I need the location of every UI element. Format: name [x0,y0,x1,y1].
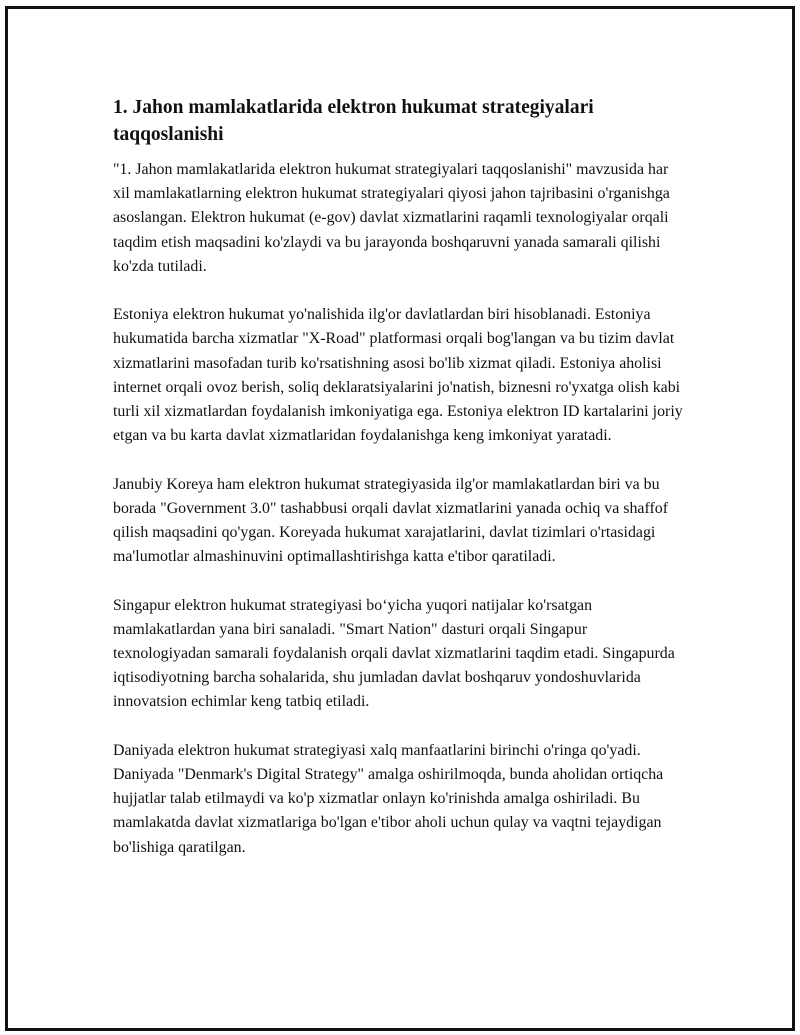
paragraph-denmark: Daniyada elektron hukumat strategiyasi xalq manfaatlarini birinchi o'ringa qo'yadi. Daniyada "Denmark's Digital Strategy" amalga oshirilmoqda, bunda aholidan ortiqcha hujjatlar talab etilmaydi va ko'p xizmatlar onlayn ko'rinishda amalga oshiriladi. Bu mamlakatda davlat xizmatlariga bo'lgan e'tibor aholi uchun qulay va vaqtni tejaydigan bo'lishiga qaratilgan. [113,741,664,856]
paragraph-estonia: Estoniya elektron hukumat yo'nalishida ilg'or davlatlardan biri hisoblanadi. Estoniya hukumatida barcha xizmatlar "X-Road" platformasi orqali bog'langan va bu tizim davlat xizmatlarini masofadan turib ko'rsatishning asosi bo'lib xizmat qiladi. Estoniya aholisi internet orqali ovoz berish, soliq deklaratsiyalarini jo'natish, biznesni ro'yxatga olish kabi turli xil xizmatlardan foydalanish imkoniyatiga ega. Estoniya elektron ID kartalarini joriy etgan va bu karta davlat xizmatlaridan foydalanishga keng imkoniyat yaratadi. [113,306,683,445]
paragraph-singapore: Singapur elektron hukumat strategiyasi bo‘yicha yuqori natijalar ko'rsatgan mamlakatlardan yana biri sanaladi. "Smart Nation" dasturi orqali Singapur texnologiyadan samarali foydalanish orqali davlat xizmatlarini taqdim etadi. Singapurda iqtisodiyotning barcha sohalarida, shu jumladan davlat boshqaruv yondoshuvlarida innovatsion echimlar keng tatbiq etiladi. [113,596,675,711]
paragraph-intro: "1. Jahon mamlakatlarida elektron hukumat strategiyalari taqqoslanishi" mavzusida har xil mamlakatlarning elektron hukumat strategiyalari qiyosi jahon tajribasini o'rganishga asoslangan. Elektron hukumat (e-gov) davlat xizmatlarini raqamli texnologiyalar orqali taqdim etish maqsadini ko'zlaydi va bu jarayonda boshqaruvni yanada samarali qilishi ko'zda tutiladi. [113,161,670,275]
document-title: 1. Jahon mamlakatlarida elektron hukumat strategiyalari taqqoslanishi [113,97,594,145]
paragraph-south-korea: Janubiy Koreya ham elektron hukumat strategiyasida ilg'or mamlakatlardan biri va bu borada "Government 3.0" tashabbusi orqali davlat xizmatlarini yanada ochiq va shaffof qilish maqsadini qo'ygan. Koreyada hukumat xarajatlarini, davlat tizimlari o'rtasidagi ma'lumotlar almashinuvini optimallashtirishga katta e'tibor qaratiladi. [113,475,668,566]
document-body [113,94,688,884]
